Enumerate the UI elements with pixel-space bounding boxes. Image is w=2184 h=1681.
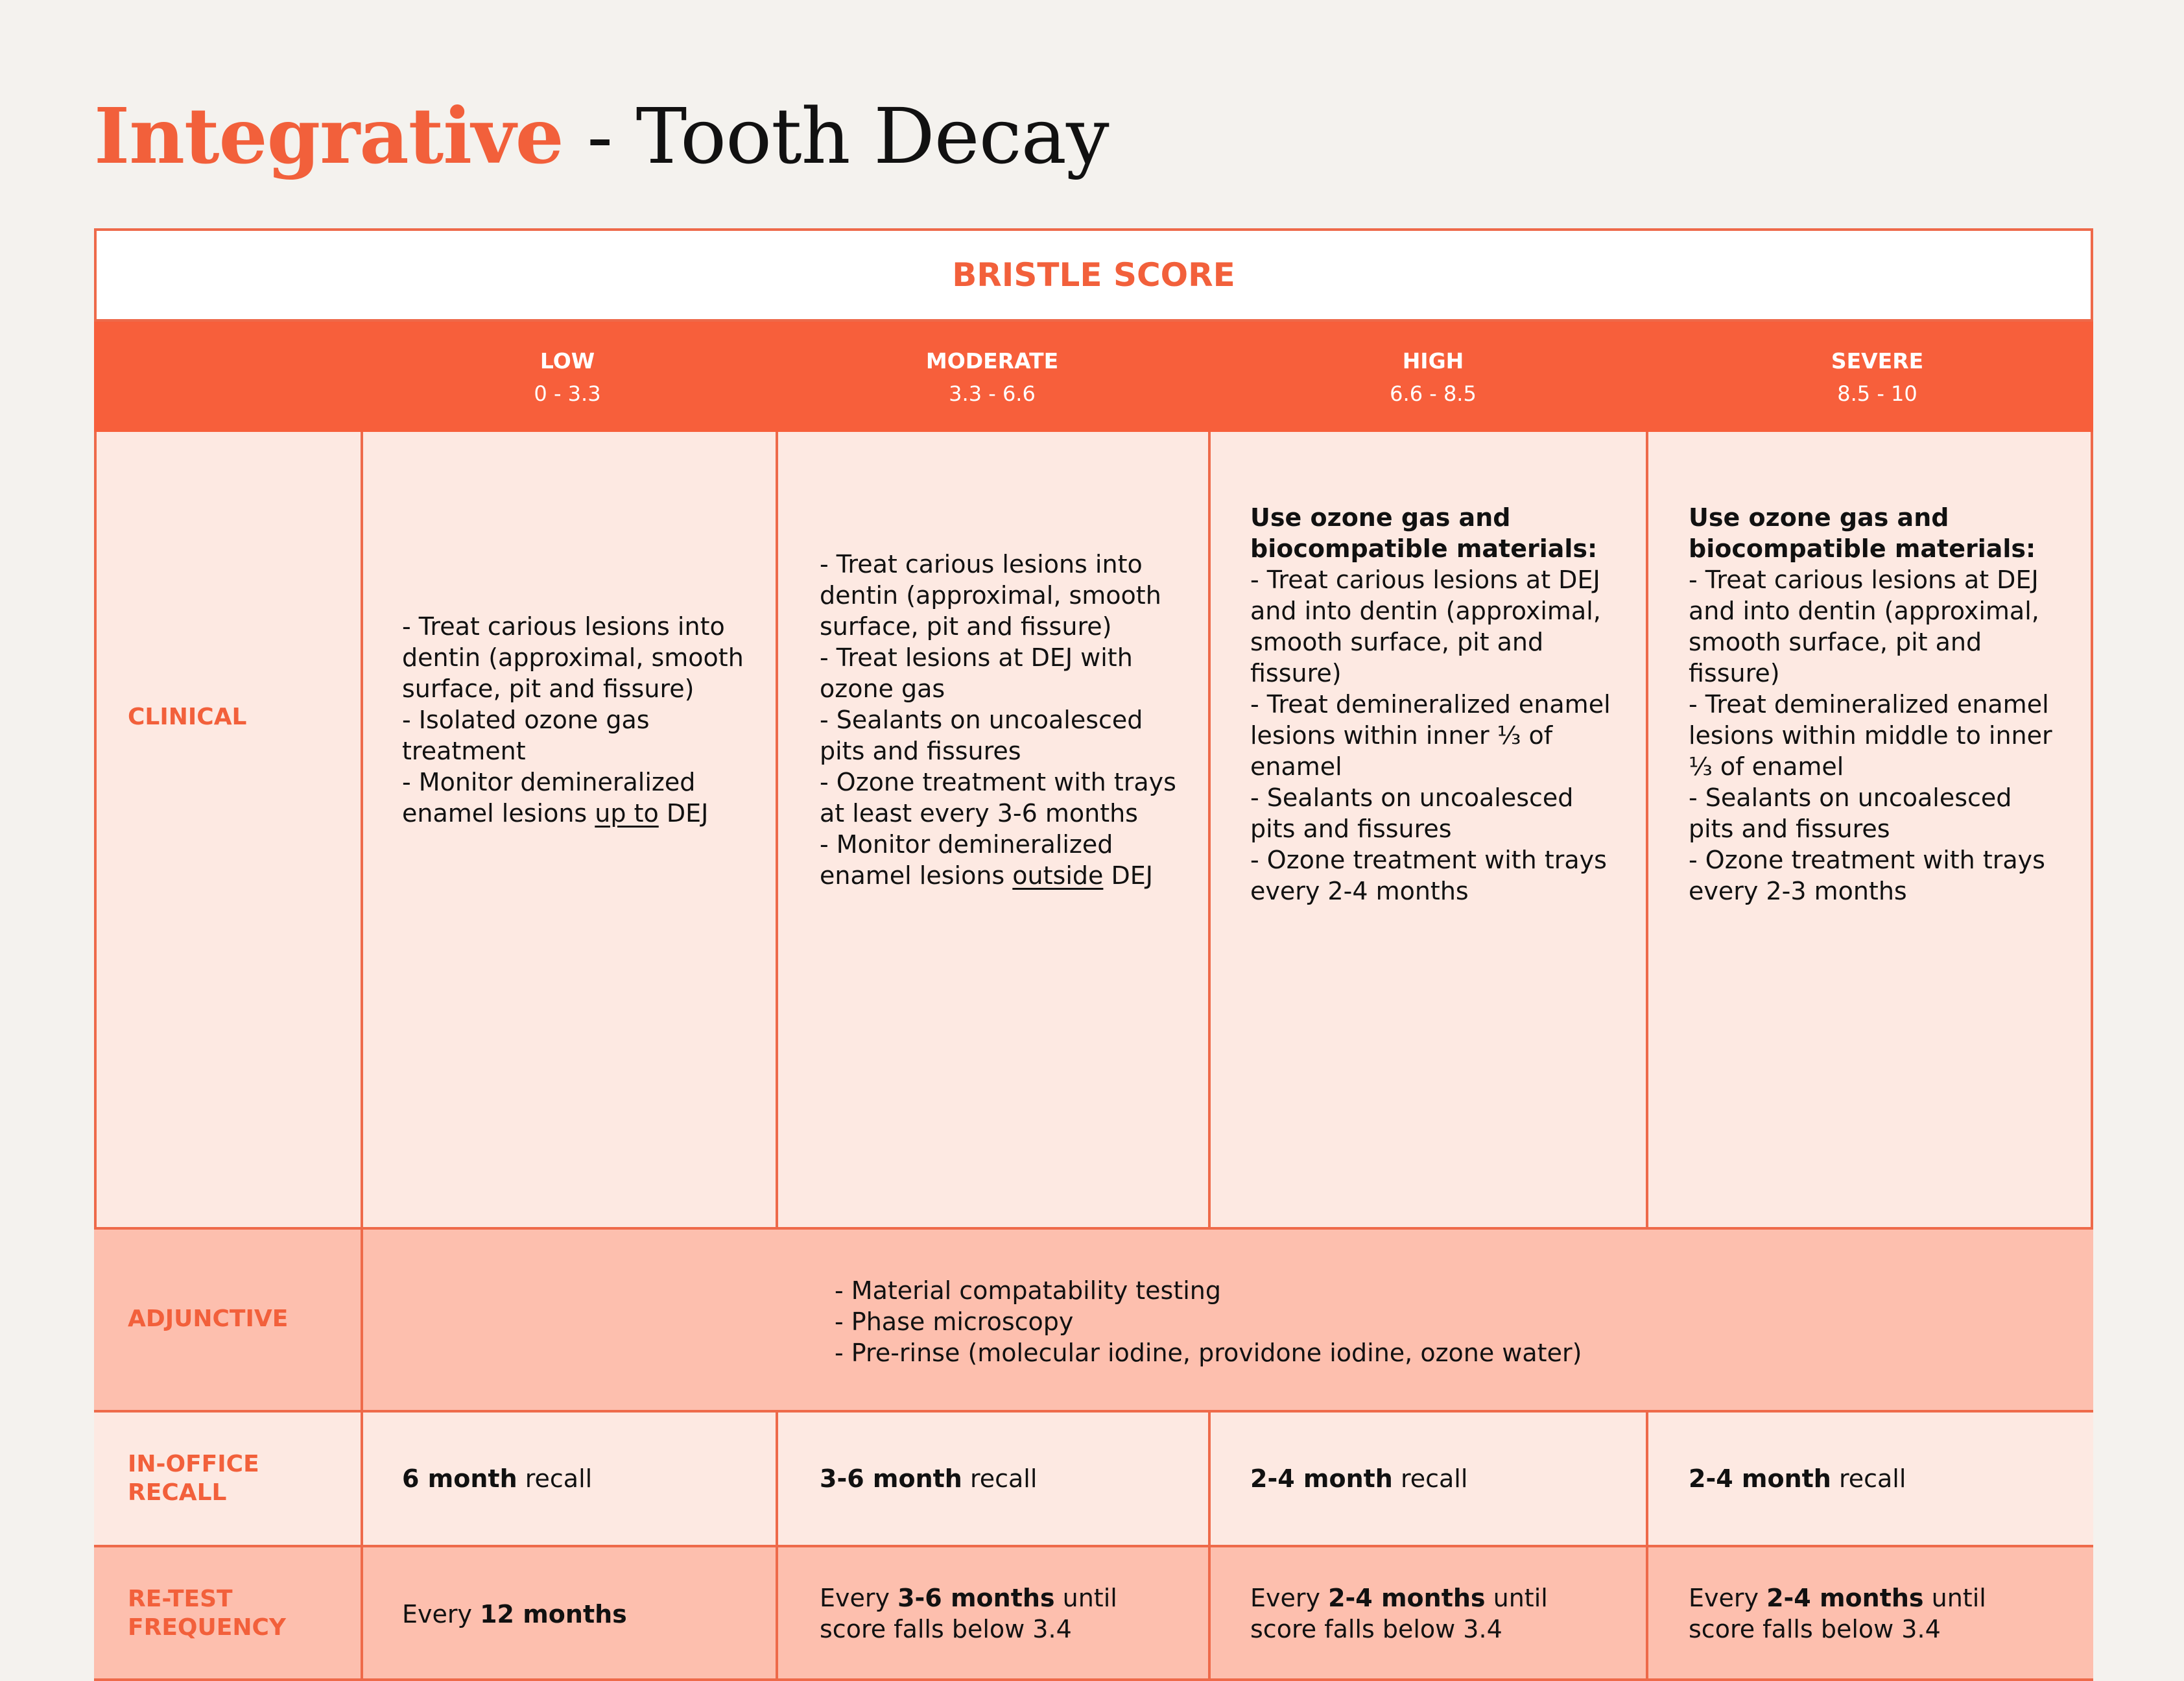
level-name: LOW <box>540 348 595 374</box>
bold-text: 2-4 month <box>1250 1464 1393 1493</box>
cell-body: - Treat carious lesions at DEJ and into dentin (approximal, smooth surface, pit and fissure) - Treat demineralized enamel lesions within inner ⅓ of enamel - Sealants on uncoalesced pits and fissures - Ozone treatment with trays every 2-4 months <box>1250 566 1611 905</box>
retest-high <box>1250 1582 1548 1645</box>
clinical-severe-text <box>1689 502 2052 907</box>
recall-low <box>402 1463 592 1494</box>
column-divider <box>1208 1411 1211 1680</box>
retest-label: RE-TEST FREQUENCY <box>128 1586 286 1641</box>
level-name: MODERATE <box>925 348 1059 374</box>
recall-high <box>1250 1463 1467 1494</box>
recall-label: IN-OFFICE RECALL <box>128 1451 259 1506</box>
text: DEJ <box>1103 861 1153 890</box>
cell-heading: Use ozone gas and biocompatible materials: <box>1250 503 1598 563</box>
text: recall <box>517 1464 593 1493</box>
adjunctive-label: ADJUNCTIVE <box>128 1305 289 1332</box>
row-divider <box>94 1227 2093 1230</box>
adjunctive-text: - Material compatability testing - Phase microscopy - Pre-rinse (molecular iodine, providone iodine, ozone water) <box>835 1276 1582 1367</box>
bold-text: 6 month <box>402 1464 517 1493</box>
underlined-text: outside <box>1012 861 1104 890</box>
bold-text: 3-6 month <box>820 1464 962 1493</box>
underlined-text: up to <box>595 799 659 828</box>
text: DEJ <box>658 799 709 828</box>
level-name: HIGH <box>1402 348 1464 374</box>
column-divider <box>2091 432 2093 1228</box>
clinical-moderate-text <box>820 549 1176 891</box>
text: until score falls below 3.4 <box>1250 1584 1548 1643</box>
bristle-score-table <box>94 228 2093 1643</box>
text: until score falls below 3.4 <box>1689 1584 1986 1643</box>
level-range: 3.3 - 6.6 <box>949 381 1036 406</box>
text: recall <box>1392 1464 1468 1493</box>
clinical-high-text <box>1250 502 1611 907</box>
level-low <box>438 345 697 410</box>
text: - Treat carious lesions into dentin (approximal, smooth surface, pit and fissure) - Isolated ozone gas treatment - Monitor demineralized enamel lesions <box>402 612 744 828</box>
text: recall <box>1831 1464 1906 1493</box>
row-divider <box>94 1678 2093 1681</box>
text: Every <box>402 1600 481 1628</box>
retest-moderate <box>820 1582 1117 1645</box>
text: recall <box>962 1464 1038 1493</box>
column-divider <box>361 432 363 1680</box>
cell-body: - Treat carious lesions at DEJ and into dentin (approximal, smooth surface, pit and fissure) - Treat demineralized enamel lesions within middle to inner ⅓ of enamel - Sealants on uncoalesced pits and fissures - Ozone treatment with trays every 2-3 months <box>1689 566 2052 905</box>
column-divider <box>94 432 97 1228</box>
recall-moderate <box>820 1463 1037 1494</box>
text: Every <box>820 1584 898 1612</box>
bold-text: 2-4 months <box>1766 1584 1924 1612</box>
column-divider <box>1208 432 1211 1228</box>
cell-heading: Use ozone gas and biocompatible materials: <box>1689 503 2036 563</box>
text: - Treat carious lesions into dentin (approximal, smooth surface, pit and fissure) - Treat lesions at DEJ with ozone gas - Sealants on uncoalesced pits and fissures - Ozone treatment with trays at least every 3-6 months - Monitor demineralized enamel lesions <box>820 550 1176 890</box>
level-range: 6.6 - 8.5 <box>1390 381 1477 406</box>
row-divider <box>94 1545 2093 1547</box>
bold-text: 2-4 month <box>1689 1464 1831 1493</box>
level-moderate <box>862 345 1122 410</box>
level-range: 0 - 3.3 <box>534 381 601 406</box>
title-accent: Integrative <box>94 91 564 181</box>
retest-low <box>402 1599 627 1630</box>
retest-severe <box>1689 1582 1986 1645</box>
title-rest: - Tooth Decay <box>563 91 1109 181</box>
bristle-score-header: BRISTLE SCORE <box>94 228 2093 322</box>
bold-text: 2-4 months <box>1328 1584 1486 1612</box>
row-divider <box>94 1410 2093 1413</box>
column-divider <box>776 432 778 1228</box>
column-divider <box>1646 432 1648 1228</box>
level-severe <box>1748 345 2007 410</box>
page-title <box>94 84 1109 188</box>
column-divider <box>776 1411 778 1680</box>
bold-text: 12 months <box>480 1600 627 1628</box>
text: Every <box>1689 1584 1767 1612</box>
level-range: 8.5 - 10 <box>1837 381 1917 406</box>
recall-severe <box>1689 1463 1906 1494</box>
bold-text: 3-6 months <box>897 1584 1055 1612</box>
column-divider <box>1646 1411 1648 1680</box>
text: Every <box>1250 1584 1329 1612</box>
level-high <box>1303 345 1563 410</box>
clinical-low-text <box>402 611 744 829</box>
clinical-label: CLINICAL <box>128 704 247 730</box>
level-name: SEVERE <box>1831 348 1924 374</box>
text: until score falls below 3.4 <box>820 1584 1117 1643</box>
